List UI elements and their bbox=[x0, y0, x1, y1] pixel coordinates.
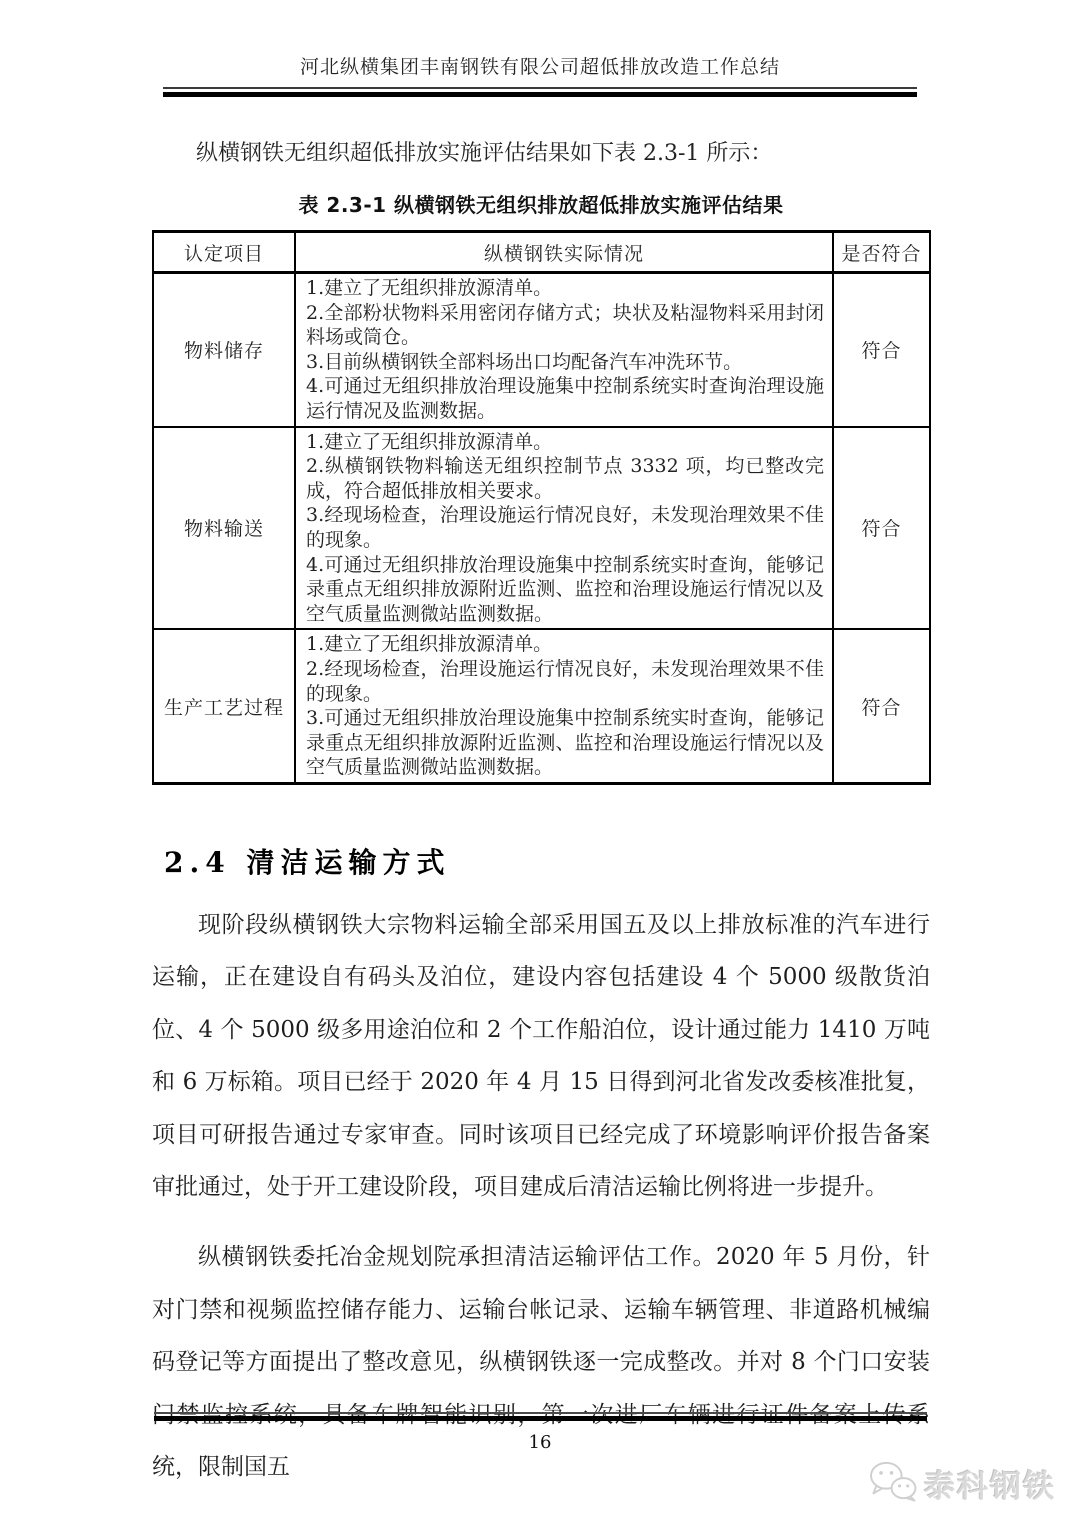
row-details bbox=[295, 629, 833, 783]
row-item-label: 物料输送 bbox=[153, 427, 295, 630]
row-item-label: 物料储存 bbox=[153, 273, 295, 427]
row-details bbox=[295, 427, 833, 630]
row-details bbox=[295, 273, 833, 427]
detail-item: 1.建立了无组织排放源清单。 bbox=[306, 633, 553, 656]
table-row bbox=[153, 273, 930, 427]
row-compliance: 符合 bbox=[833, 427, 930, 630]
row-compliance: 符合 bbox=[833, 273, 930, 427]
footer-divider bbox=[154, 1412, 927, 1421]
column-header-situation: 纵横钢铁实际情况 bbox=[295, 232, 833, 273]
column-header-compliance: 是否符合 bbox=[833, 232, 930, 273]
detail-item: 4.可通过无组织排放治理设施集中控制系统实时查询治理设施运行情况及监测数据。 bbox=[306, 375, 824, 422]
table-caption: 表 2.3-1 纵横钢铁无组织排放超低排放实施评估结果 bbox=[298, 193, 784, 217]
detail-item: 3.经现场检查，治理设施运行情况良好，未发现治理效果不佳的现象。 bbox=[306, 504, 824, 551]
watermark-label: 泰科钢铁 bbox=[924, 1468, 1056, 1505]
row-item-label: 生产工艺过程 bbox=[153, 629, 295, 783]
detail-item: 2.经现场检查，治理设施运行情况良好，未发现治理效果不佳的现象。 bbox=[306, 657, 824, 705]
detail-item: 2.全部粉状物料采用密闭存储方式；块状及粘湿物料采用封闭料场或筒仓。 bbox=[306, 301, 824, 349]
header-divider bbox=[163, 87, 917, 97]
detail-item: 3.目前纵横钢铁全部料场出口均配备汽车冲洗环节。 bbox=[306, 350, 743, 373]
detail-item: 1.建立了无组织排放源清单。 bbox=[306, 430, 553, 453]
detail-item: 4.可通过无组织排放治理设施集中控制系统实时查询，能够记录重点无组织排放源附近监测、监控和治理设施运行情况以及空气质量监测微站监测数据。 bbox=[306, 553, 824, 625]
column-header-item: 认定项目 bbox=[153, 232, 295, 273]
page-header-title: 河北纵横集团丰南钢铁有限公司超低排放改造工作总结 bbox=[299, 56, 780, 78]
body-paragraph-2: 纵横钢铁委托冶金规划院承担清洁运输评估工作。2020 年 5 月份，针对门禁和视频监控储存能力、运输台帐记录、运输车辆管理、非道路机械编码登记等方面提出了整改意见，纵横钢铁逐一完成整改。并对 8 个门口安装门禁监控系统，具备车牌智能识别，第一次进厂车辆进行证件备案上传系统，限制国五 bbox=[152, 1244, 930, 1480]
intro-paragraph: 纵横钢铁无组织超低排放实施评估结果如下表 2.3-1 所示： bbox=[196, 141, 773, 166]
table-row bbox=[153, 427, 930, 630]
table-header-row bbox=[153, 232, 930, 273]
watermark bbox=[868, 1460, 1056, 1506]
document-body bbox=[152, 140, 930, 1493]
table-row bbox=[153, 629, 930, 783]
detail-item: 3.可通过无组织排放治理设施集中控制系统实时查询，能够记录重点无组织排放源附近监测、监控和治理设施运行情况以及空气质量监测微站监测数据。 bbox=[306, 707, 824, 779]
section-heading: 2.4 清洁运输方式 bbox=[164, 845, 451, 879]
row-compliance: 符合 bbox=[833, 629, 930, 783]
wechat-icon bbox=[868, 1460, 918, 1506]
evaluation-table bbox=[152, 230, 931, 785]
detail-item: 2.纵横钢铁物料输送无组织控制节点 3332 项，均已整改完成，符合超低排放相关要求。 bbox=[306, 455, 824, 502]
page-number: 16 bbox=[528, 1432, 552, 1453]
detail-item: 1.建立了无组织排放源清单。 bbox=[306, 277, 553, 299]
table-body bbox=[153, 273, 930, 784]
body-paragraph-1: 现阶段纵横钢铁大宗物料运输全部采用国五及以上排放标准的汽车进行运输，正在建设自有码头及泊位，建设内容包括建设 4 个 5000 级散货泊位、4 个 5000 级多用途泊位和 2 个工作船泊位，设计通过能力 1410 万吨和 6 万标箱。项目已经于 2020 年 4 月 15 日得到河北省发改委核准批复，项目可研报告通过专家审查。同时该项目已经完成了环境影响评价报告备案审批通过，处于开工建设阶段，项目建成后清洁运输比例将进一步提升。 bbox=[152, 911, 930, 1200]
